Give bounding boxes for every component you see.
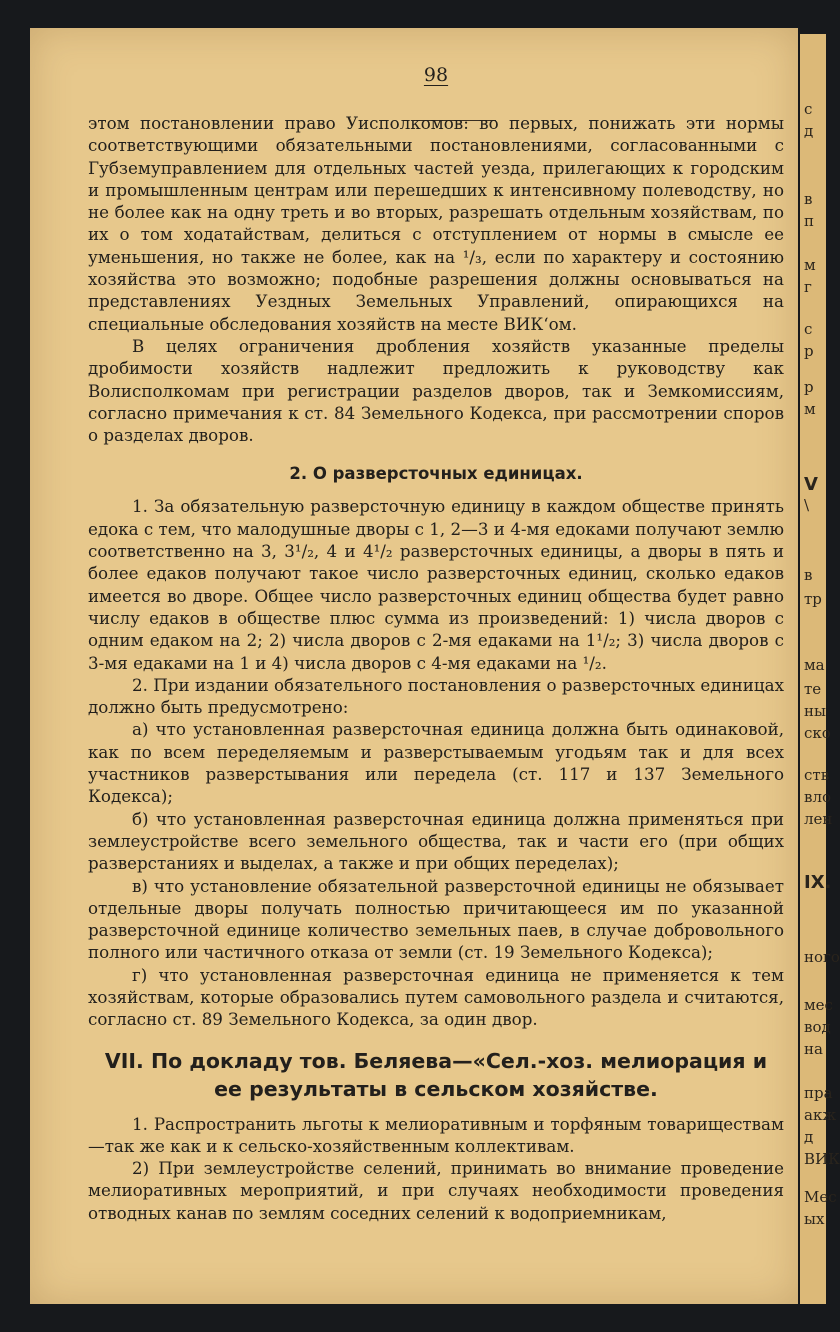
list-item: б) что установленная разверсточная единица должна применяться при землеустройстве всего земельного общества, так и части его (при общих разверстаниях и выделах, а также и при общих переделах); xyxy=(88,808,784,874)
paragraph: 1. За обязательную разверсточную единицу в каждом обществе принять едока с тем, что малодушные дворы с 1, 2—3 и 4-мя едоками получают землю соответственно на 3, 3¹/₂, 4 и 4¹/₂ разверсточных единицы, а дворы в пять и более едаков получают такое число разверсточных единиц, сколько едаков имеется во дворе. Общее число разверсточных единиц общества будет равно числу едаков в обществе плюс сумма из произведений: 1) числа дворов с одним едаком на 2; 2) числа дворов с 2-мя едаками на 1¹/₂; 3) числа дворов с 3-мя едаками на 1 и 4) числа дворов с 4-мя едаками на ¹/₂. xyxy=(88,496,784,673)
section-heading-line: VII. По докладу тов. Беляева—«Сел.-хоз. мелиорация и xyxy=(104,1048,768,1073)
adjacent-page-fragment: ны xyxy=(804,702,826,720)
adjacent-page-fragment: вло xyxy=(804,788,832,806)
adjacent-page-fragment: \ xyxy=(804,496,810,514)
page-content xyxy=(88,64,784,1224)
adjacent-page-fragment: в xyxy=(804,190,813,208)
adjacent-page-fragment: д xyxy=(804,1128,814,1146)
adjacent-page-fragment: вод xyxy=(804,1018,831,1036)
adjacent-page-fragment: те xyxy=(804,680,822,698)
adjacent-page-fragment: м xyxy=(804,400,816,418)
adjacent-page-fragment: мес xyxy=(804,996,833,1014)
paragraph: 2) При землеустройстве селений, принимать во внимание проведение мелиоративных мероприятий, и при случаях необходимости проведения отводных канав по землям соседних селений к водоприемникам, xyxy=(88,1158,784,1223)
adjacent-page-fragment: лен xyxy=(804,810,833,828)
adjacent-page-fragment: IX. xyxy=(804,872,832,893)
adjacent-page-fragment: р xyxy=(804,342,814,360)
page-number: 98 xyxy=(423,64,449,86)
subheading: 2. О разверсточных единицах. xyxy=(289,464,583,484)
adjacent-page-fragment: тр xyxy=(804,590,822,608)
section-heading xyxy=(88,1047,784,1103)
list-item: г) что установленная разверсточная единица не применяется к тем хозяйствам, которые образовались путем самовольного раздела и считаются, согласно ст. 89 Земельного Кодекса, за один двор. xyxy=(88,964,784,1030)
list-item: в) что установление обязательной разверсточной единицы не обязывает отдельные дворы получать полностью причитающееся им по указанной разверсточной единице количество земельных паев, в случае добровольного полного или частичного отказа от земли (ст. 19 Земельного Кодекса); xyxy=(88,875,784,963)
adjacent-page-fragment: ско xyxy=(804,724,831,742)
adjacent-page-fragment: ств xyxy=(804,766,830,784)
paragraph: 2. При издании обязательного постановления о разверсточных единицах должно быть предусмотрено: xyxy=(88,674,784,718)
adjacent-page-fragment: м xyxy=(804,256,816,274)
adjacent-page-fragment: на xyxy=(804,1040,823,1058)
adjacent-page-fragment: с xyxy=(804,320,813,338)
adjacent-page-fragment: г xyxy=(804,278,812,296)
adjacent-page-fragment: V xyxy=(804,474,818,495)
adjacent-page-fragment: с xyxy=(804,100,813,118)
adjacent-page-fragment: д xyxy=(804,122,814,140)
adjacent-page-fragment: акж xyxy=(804,1106,837,1124)
adjacent-page-fragment: п xyxy=(804,212,814,230)
adjacent-page-fragment: Мес xyxy=(804,1188,837,1206)
list-item: а) что установленная разверсточная единица должна быть одинаковой, как по всем переделяемым и разверстываемым угодьям так и для всех участников разверстывания или передела (ст. 117 и 137 Земельного Кодекса); xyxy=(88,719,784,807)
section-heading-line: ее результаты в сельском хозяйстве. xyxy=(214,1076,658,1101)
adjacent-page-edge xyxy=(800,34,840,1304)
adjacent-page-fragment: ма xyxy=(804,656,825,674)
adjacent-page-fragment: р xyxy=(804,378,814,396)
document-page xyxy=(30,28,798,1304)
adjacent-page-fragment: пра xyxy=(804,1084,833,1102)
adjacent-page-fragment: в xyxy=(804,566,813,584)
adjacent-page-fragment: ного xyxy=(804,948,840,966)
paragraph: 1. Распространить льготы к мелиоративным и торфяным товариществам—так же как и к сельско-хозяйственным коллективам. xyxy=(88,1113,784,1156)
adjacent-page-fragment: ВИК xyxy=(804,1150,840,1168)
paragraph: этом постановлении право Уисполкомов: во первых, понижать эти нормы соответствующими обязательными постановлениями, согласованными с Губземуправлением для отдельных частей уезда, прилегающих к городским и промышленным центрам или перешедших к интенсивному полеводству, но не более как на одну треть и во вторых, разрешать отдельным хозяйствам, по их о том ходатайствам, делиться с отступлением от нормы в смысле ее уменьшения, но также не более, как на ¹/₃, если по характеру и состоянию хозяйства это возможно; подобные разрешения должны основываться на представлениях Уездных Земельных Управлений, опирающихся на специальные обследования хозяйств на месте ВИК‘ом. xyxy=(88,113,784,334)
paragraph: В целях ограничения дробления хозяйств указанные пределы дробимости хозяйств надлежит предложить к руководству как Волисполкомам при регистрации разделов дворов, так и Земкомиссиям, согласно примечания к ст. 84 Земельного Кодекса, при рассмотрении споров о разделах дворов. xyxy=(88,335,784,446)
adjacent-page-fragment: ых xyxy=(804,1210,825,1228)
